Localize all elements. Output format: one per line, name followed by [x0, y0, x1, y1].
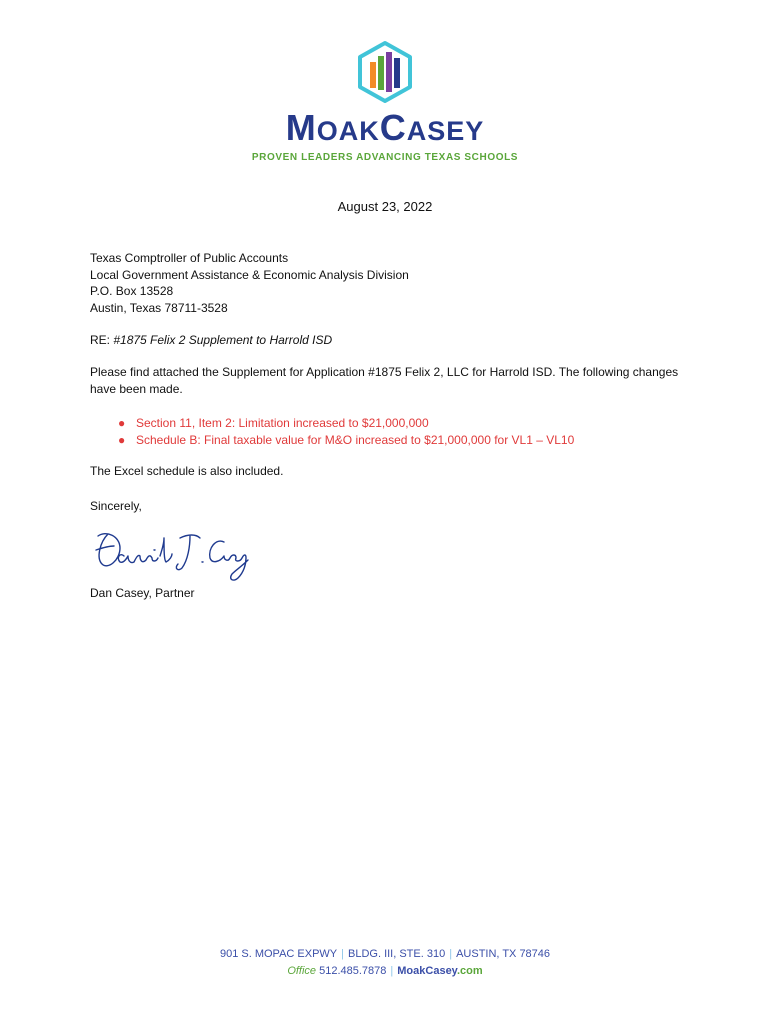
logo-oak: OAK	[316, 116, 380, 146]
address-line: Texas Comptroller of Public Accounts	[90, 251, 289, 265]
address-line: Austin, Texas 78711-3528	[90, 300, 228, 315]
signer-name: Dan Casey, Partner	[90, 586, 195, 600]
footer-phone: 512.485.7878	[316, 965, 387, 977]
footer-address	[0, 946, 770, 963]
changes-list	[118, 415, 574, 449]
footer-separator: |	[390, 965, 394, 977]
footer-office-label: Office	[287, 965, 317, 977]
signature-image	[90, 520, 250, 590]
bullet-icon: ●	[118, 416, 126, 430]
excel-note: The Excel schedule is also included.	[90, 464, 284, 478]
logo-c: C	[379, 107, 407, 148]
list-item	[118, 415, 574, 432]
logo-wordmark	[0, 107, 770, 148]
logo-m: M	[285, 107, 317, 148]
moakcasey-logo	[0, 40, 770, 163]
footer	[0, 946, 770, 980]
footer-separator: |	[449, 948, 453, 960]
letter-date: August 23, 2022	[337, 199, 433, 214]
address-line: P.O. Box 13528	[90, 284, 174, 298]
logo-tagline: PROVEN LEADERS ADVANCING TEXAS SCHOOLS	[251, 152, 519, 163]
footer-address-street: 901 S. MOPAC EXPWY	[219, 948, 338, 960]
re-line	[90, 333, 332, 347]
list-item	[118, 432, 574, 449]
footer-site-tld: .com	[456, 965, 483, 977]
closing: Sincerely,	[90, 499, 142, 513]
re-subject: #1875 Felix 2 Supplement to Harrold ISD	[113, 333, 333, 347]
footer-address-city: AUSTIN, TX 78746	[456, 948, 551, 960]
footer-address-building: BLDG. III, STE. 310	[348, 948, 446, 960]
logo-hexagon-icon	[355, 40, 415, 104]
recipient-address	[90, 250, 409, 316]
address-line: Local Government Assistance & Economic Analysis Division	[90, 267, 409, 282]
change-text: Schedule B: Final taxable value for M&O increased to $21,000,000 for VL1 – VL10	[136, 433, 575, 447]
intro-paragraph: Please find attached the Supplement for Application #1875 Felix 2, LLC for Harrold ISD. The following changes have been made.	[90, 365, 679, 396]
change-text: Section 11, Item 2: Limitation increased to $21,000,000	[136, 416, 429, 430]
footer-site-name: MoakCasey	[397, 965, 457, 977]
logo-asey: ASEY	[406, 116, 485, 146]
footer-separator: |	[341, 948, 344, 960]
re-label: RE:	[90, 333, 114, 347]
footer-contact	[0, 963, 770, 980]
footer-website[interactable]	[397, 965, 482, 977]
bullet-icon: ●	[118, 433, 126, 447]
